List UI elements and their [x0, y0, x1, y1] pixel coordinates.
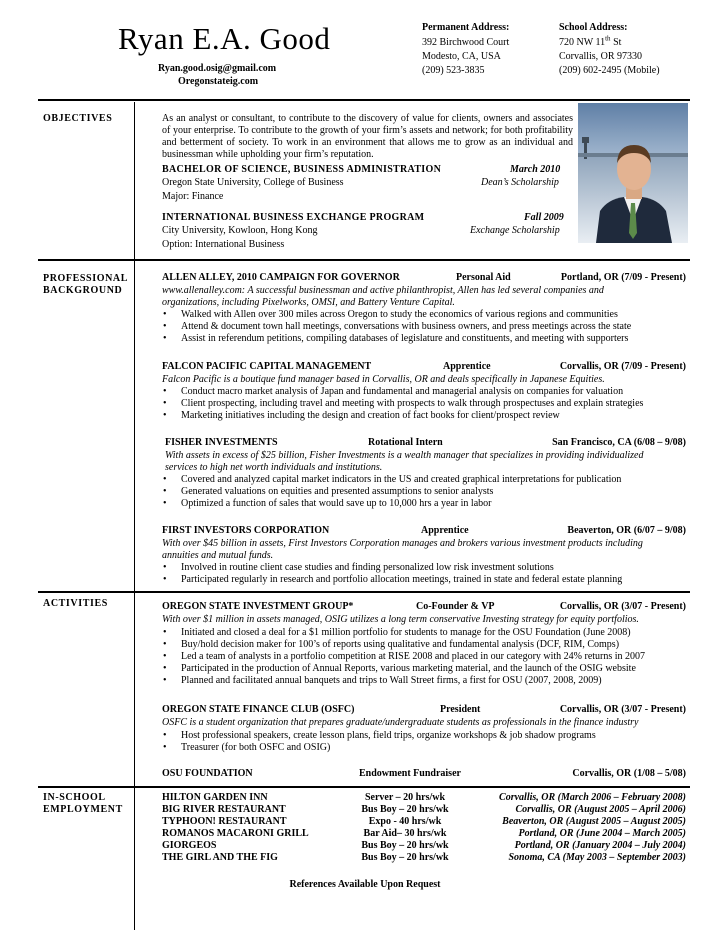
- employment-org-6: THE GIRL AND THE FIG: [162, 852, 278, 863]
- permanent-phone: (209) 523-3835: [422, 65, 485, 76]
- employment-orgs: [162, 792, 309, 864]
- list-item: • Treasurer (for both OSFC and OSIG): [162, 742, 596, 754]
- job-2-bullets: [162, 386, 643, 422]
- job-4-org: FIRST INVESTORS CORPORATION: [162, 525, 330, 536]
- employment-role-2: Bus Boy – 20 hrs/wk: [361, 804, 449, 815]
- school-phone: (209) 602-2495 (Mobile): [559, 65, 660, 76]
- school-street: 720 NW 11th St: [559, 34, 622, 48]
- objective-text: As an analyst or consultant, to contribute to the discovery of value for clients, owners and associates of your enterprise. To contribute to the growth of your firm’s assets and network; for both profitability and betterment of society. To work in an environment that allows me to grow as an individual and businessman while upholding your firm’s reputation.: [162, 113, 573, 160]
- employment-org-4: ROMANOS MACARONI GRILL: [162, 828, 309, 839]
- section-activities: ACTIVITIES: [43, 598, 108, 609]
- edu-2-date: Fall 2009: [524, 212, 564, 223]
- edu-2-school: City University, Kowloon, Hong Kong: [162, 225, 318, 236]
- website[interactable]: Oregonstateig.com: [178, 76, 259, 87]
- job-1-desc-1: www.allenalley.com: A successful businessman and active philanthropist, Allen has led several companies and: [162, 285, 604, 296]
- edu-2-degree: INTERNATIONAL BUSINESS EXCHANGE PROGRAM: [162, 212, 425, 223]
- job-4-bullets: [162, 562, 622, 586]
- job-2-role: Apprentice: [443, 361, 491, 372]
- activity-1-role: Co-Founder & VP: [416, 601, 495, 612]
- references-note: References Available Upon Request: [289, 879, 441, 890]
- job-4-location: Beaverton, OR (6/07 – 9/08): [567, 525, 686, 536]
- permanent-city: Modesto, CA, USA: [422, 51, 501, 62]
- job-3-desc-2: services to high net worth individuals and institutions.: [165, 462, 383, 473]
- employment-org-1: HILTON GARDEN INN: [162, 792, 268, 803]
- school-city: Corvallis, OR 97330: [559, 51, 643, 62]
- job-4-role: Apprentice: [421, 525, 469, 536]
- job-1-location: Portland, OR (7/09 - Present): [560, 272, 686, 283]
- edu-2-honor: Exchange Scholarship: [470, 225, 560, 236]
- list-item: • Client prospecting, including travel and meeting with prospects to walk through prospectuses and explain strategies: [162, 398, 643, 410]
- edu-2-detail: Option: International Business: [162, 239, 285, 250]
- list-item: • Participated regularly in research and portfolio allocation meetings, trained in state and federal estate planning: [162, 574, 622, 586]
- activity-3-role: Endowment Fundraiser: [359, 768, 461, 779]
- job-1-role: Personal Aid: [456, 272, 511, 283]
- employment-loc-6: Sonoma, CA (May 2003 – September 2003): [508, 852, 686, 863]
- section-inschool-1: IN-SCHOOL: [43, 792, 106, 803]
- permanent-address-label: Permanent Address:: [422, 22, 510, 33]
- activity-1-org: OREGON STATE INVESTMENT GROUP*: [162, 601, 354, 612]
- employment-role-4: Bar Aid– 30 hrs/wk: [363, 828, 447, 839]
- job-3-role: Rotational Intern: [368, 437, 443, 448]
- column-divider: [134, 102, 135, 930]
- activity-2-location: Corvallis, OR (3/07 - Present): [559, 704, 686, 715]
- employment-org-3: TYPHOON! RESTAURANT: [162, 816, 287, 827]
- list-item: • Generated valuations on equities and presented assumptions to senior analysts: [162, 486, 621, 498]
- list-item: • Involved in routine client case studies and finding personalized low risk investment solutions: [162, 562, 622, 574]
- list-item: • Buy/hold decision maker for 100’s of reports using qualitative and fundamental analysis (DCF, RIM, Comps): [162, 639, 645, 651]
- activities-divider: [38, 786, 690, 788]
- list-item: • Assist in referendum petitions, compiling databases of legislature and constituents, and meeting with supporters: [162, 333, 631, 345]
- edu-1-honor: Dean’s Scholarship: [481, 177, 559, 188]
- job-3-org: FISHER INVESTMENTS: [165, 437, 278, 448]
- employment-locations: [470, 792, 686, 864]
- resume-name: Ryan E.A. Good: [118, 21, 331, 56]
- employment-loc-1: Corvallis, OR (March 2006 – February 2008): [499, 792, 686, 803]
- activity-3-location: Corvallis, OR (1/08 – 5/08): [572, 768, 686, 779]
- employment-loc-5: Portland, OR (January 2004 – July 2004): [514, 840, 686, 851]
- professional-divider: [38, 591, 690, 593]
- section-inschool-2: EMPLOYMENT: [43, 804, 123, 815]
- school-address-label: School Address:: [559, 22, 628, 33]
- employment-org-5: GIORGEOS: [162, 840, 217, 851]
- list-item: • Marketing initiatives including the design and creation of fact books for client/prospect review: [162, 410, 643, 422]
- edu-1-date: March 2010: [510, 164, 561, 175]
- job-3-location: San Francisco, CA (6/08 – 9/08): [552, 437, 686, 448]
- employment-role-3: Expo - 40 hrs/wk: [368, 816, 442, 827]
- job-3-desc-1: With assets in excess of $25 billion, Fisher Investments is a wealth manager that specializes in providing individualized: [165, 450, 644, 461]
- edu-1-degree: BACHELOR OF SCIENCE, BUSINESS ADMINISTRATION: [162, 164, 442, 175]
- job-2-desc-1: Falcon Pacific is a boutique fund manager based in Corvallis, OR and deals specifically in Japanese Equities.: [162, 374, 605, 385]
- list-item: • Planned and facilitated annual banquets and trips to Wall Street firms, a first for OSU (2007, 2008, 2009): [162, 675, 645, 687]
- list-item: • Attend & document town hall meetings, conversations with business owners, and press meetings across the state: [162, 321, 631, 333]
- permanent-address: [422, 22, 509, 77]
- list-item: • Optimized a function of sales that would save up to 10,000 hrs a year in labor: [162, 498, 621, 510]
- job-2-org: FALCON PACIFIC CAPITAL MANAGEMENT: [162, 361, 372, 372]
- list-item: • Walked with Allen over 300 miles across Oregon to study the economics of various regions and communities: [162, 309, 631, 321]
- job-2-location: Corvallis, OR (7/09 - Present): [559, 361, 686, 372]
- email[interactable]: Ryan.good.osig@gmail.com: [158, 63, 277, 74]
- job-1-bullets: [162, 309, 631, 345]
- school-address: [559, 22, 660, 77]
- activity-1-bullets: [162, 627, 645, 687]
- section-professional-2: BACKGROUND: [43, 285, 123, 296]
- activity-2-desc-1: OSFC is a student organization that prepares graduate/undergraduate students as professionals in the finance industry: [162, 717, 639, 728]
- job-4-desc-2: annuities and mutual funds.: [162, 550, 274, 561]
- section-professional-1: PROFESSIONAL: [43, 273, 128, 284]
- profile-photo: [578, 103, 688, 243]
- employment-org-2: BIG RIVER RESTAURANT: [162, 804, 286, 815]
- job-3-bullets: [162, 474, 621, 510]
- employment-role-6: Bus Boy – 20 hrs/wk: [361, 852, 449, 863]
- job-4-desc-1: With over $45 billion in assets, First Investors Corporation manages and brokers various investment products including: [162, 538, 643, 549]
- list-item: • Participated in the production of Annual Reports, various marketing material, and the launch of the OSIG website: [162, 663, 645, 675]
- employment-roles: [340, 792, 470, 864]
- employment-loc-3: Beaverton, OR (August 2005 – August 2005): [502, 816, 686, 827]
- profile-photo-image: [578, 103, 688, 243]
- activity-1-location: Corvallis, OR (3/07 - Present): [559, 601, 686, 612]
- permanent-street: 392 Birchwood Court: [422, 37, 510, 48]
- activity-2-org: OREGON STATE FINANCE CLUB (OSFC): [162, 704, 355, 715]
- activity-2-role: President: [440, 704, 481, 715]
- edu-1-detail: Major: Finance: [162, 191, 224, 202]
- header-divider: [38, 99, 690, 101]
- activity-2-bullets: [162, 730, 596, 754]
- employment-role-1: Server – 20 hrs/wk: [364, 792, 446, 803]
- job-1-org: ALLEN ALLEY, 2010 CAMPAIGN FOR GOVERNOR: [162, 272, 400, 283]
- education-divider: [38, 259, 690, 261]
- list-item: • Host professional speakers, create lesson plans, field trips, organize workshops & job shadow programs: [162, 730, 596, 742]
- employment-role-5: Bus Boy – 20 hrs/wk: [361, 840, 449, 851]
- edu-1-school: Oregon State University, College of Business: [162, 177, 344, 188]
- employment-loc-2: Corvallis, OR (August 2005 – April 2006): [515, 804, 686, 815]
- job-1-desc-2: organizations, including Pixelworks, OMSI, and Battery Venture Capital.: [162, 297, 455, 308]
- list-item: • Conduct macro market analysis of Japan and fundamental and managerial analysis on companies for valuation: [162, 386, 643, 398]
- list-item: • Covered and analyzed capital market indicators in the US and created graphical interpretations for publication: [162, 474, 621, 486]
- list-item: • Led a team of analysts in a portfolio competition at RISE 2008 and placed in our category with 24% returns in 2007: [162, 651, 645, 663]
- activity-1-desc-1: With over $1 million in assets managed, OSIG utilizes a long term conservative Investing strategy for equity portfolios.: [162, 614, 639, 625]
- list-item: • Initiated and closed a deal for a $1 million portfolio for students to manage for the OSU Foundation (June 2008): [162, 627, 645, 639]
- employment-loc-4: Portland, OR (June 2004 – March 2005): [518, 828, 686, 839]
- section-objectives: OBJECTIVES: [43, 113, 113, 124]
- activity-3-org: OSU FOUNDATION: [162, 768, 253, 779]
